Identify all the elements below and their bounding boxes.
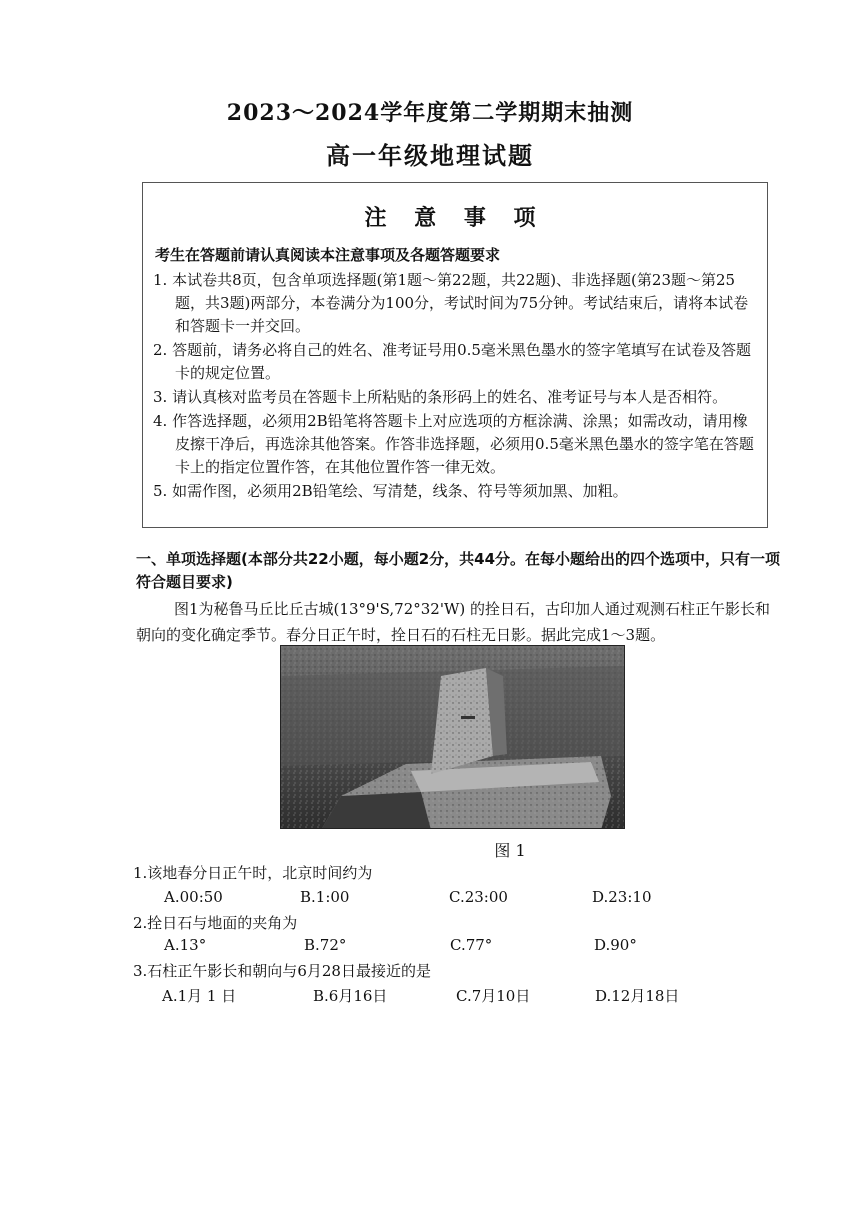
question-stem: 3.石柱正午影长和朝向与6月28日最接近的是 (133, 962, 431, 980)
notice-item: 5. 如需作图，必须用2B铅笔绘、写清楚，线条、符号等须加黑、加粗。 (153, 482, 628, 500)
option-a: A.1月 1 日 (162, 987, 237, 1005)
option-c: C.7月10日 (456, 987, 531, 1005)
question-stem: 1.该地春分日正午时，北京时间约为 (133, 864, 373, 882)
option-b: B.6月16日 (313, 987, 388, 1005)
figure-caption: 图 1 (494, 841, 526, 860)
option-b: B.72° (304, 936, 347, 954)
exam-subtitle: 高一年级地理试题 (326, 141, 534, 170)
section-title: 一、单项选择题(本部分共22小题，每小题2分，共44分。在每小题给出的四个选项中，只有一项符合题目要求) (136, 550, 781, 591)
option-d: D.12月18日 (595, 987, 680, 1005)
exam-title: 2023～2024学年度第二学期期末抽测 (226, 100, 634, 126)
option-d: D.90° (594, 936, 637, 954)
question-stem: 2.拴日石与地面的夹角为 (133, 914, 298, 932)
option-a: A.13° (164, 936, 207, 954)
option-c: C.77° (450, 936, 493, 954)
notice-list (153, 269, 757, 503)
option-b: B.1:00 (300, 888, 350, 906)
notice-item: 2. 答题前，请务必将自己的姓名、准考证号用0.5毫米黑色墨水的签字笔填写在试卷及答题卡的规定位置。 (153, 341, 751, 382)
option-a: A.00:50 (164, 888, 223, 906)
notice-item: 3. 请认真核对监考员在答题卡上所粘贴的条形码上的姓名、准考证号与本人是否相符。 (153, 388, 728, 406)
option-d: D.23:10 (592, 888, 652, 906)
notice-subheading: 考生在答题前请认真阅读本注意事项及各题答题要求 (155, 246, 501, 264)
notice-box (142, 182, 768, 528)
stone-illustration (281, 646, 625, 829)
notice-item: 4. 作答选择题，必须用2B铅笔将答题卡上对应选项的方框涂满、涂黑；如需改动，请用橡皮擦干净后，再选涂其他答案。作答非选择题，必须用0.5毫米黑色墨水的签字笔在答题卡上的指定位置作答，在其他位置作答一律无效。 (153, 412, 754, 476)
question-intro: 图1为秘鲁马丘比丘古城(13°9'S,72°32'W) 的拴日石，古印加人通过观测石柱正午影长和朝向的变化确定季节。春分日正午时，拴日石的石柱无日影。据此完成1～3题。 (136, 600, 770, 644)
option-c: C.23:00 (449, 888, 508, 906)
notice-heading: 注 意 事 项 (364, 206, 546, 231)
intihuatana-stone-photo (280, 645, 625, 829)
notice-item: 1. 本试卷共8页，包含单项选择题(第1题～第22题，共22题)、非选择题(第23题～第25题，共3题)两部分，本卷满分为100分，考试时间为75分钟。考试结束后，请将本试卷和答题卡一并交回。 (153, 271, 749, 335)
